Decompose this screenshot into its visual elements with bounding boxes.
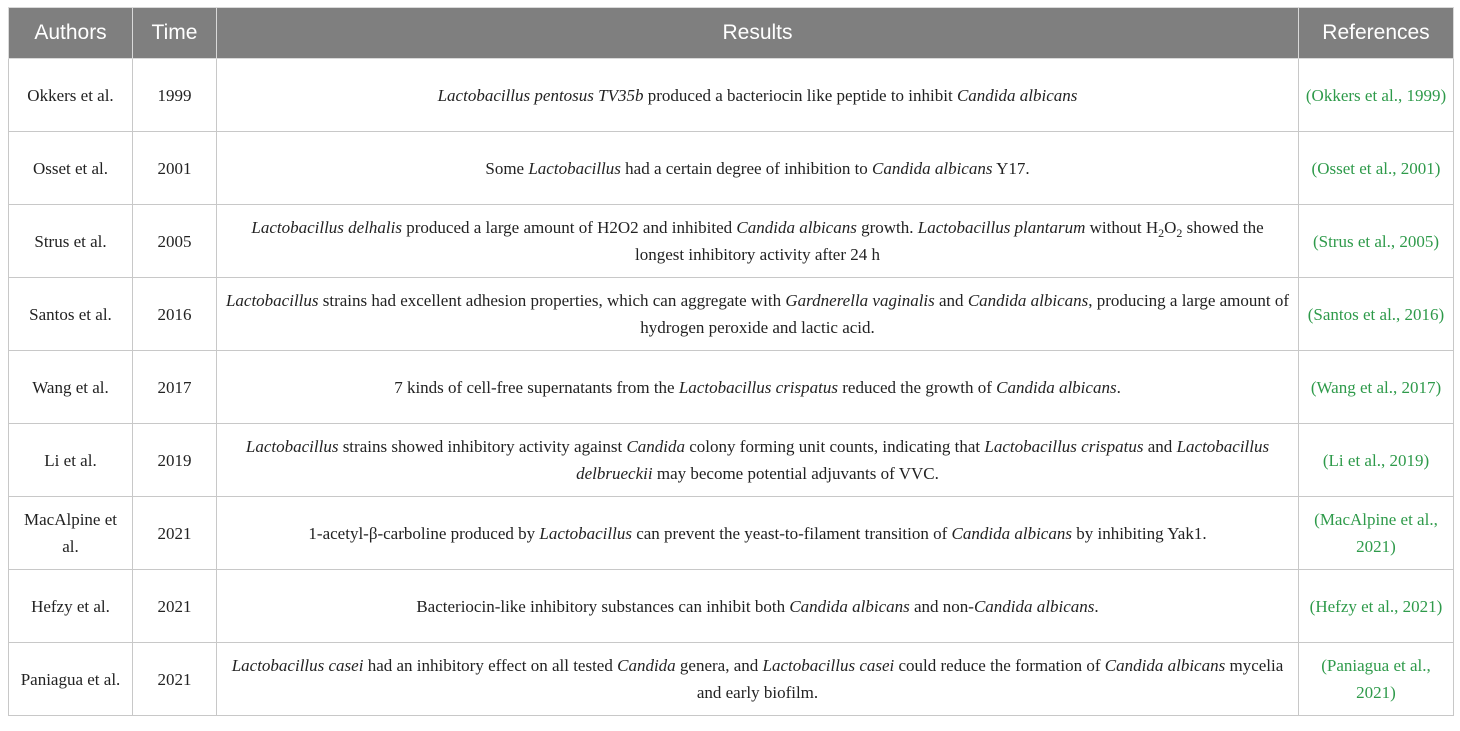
italic-text: Lactobacillus casei xyxy=(762,656,895,675)
result-text: O xyxy=(1164,218,1177,237)
time-cell: 2005 xyxy=(133,205,217,278)
italic-text: Candida xyxy=(617,656,676,675)
author-cell: MacAlpine et al. xyxy=(9,497,133,570)
result-text: reduced the growth of xyxy=(838,377,997,397)
author-cell: Santos et al. xyxy=(9,278,133,351)
result-text: colony forming unit counts, indicating that xyxy=(685,437,985,456)
header-authors: Authors xyxy=(9,8,133,59)
result-text: produced a bacteriocin like peptide to inhibit xyxy=(643,85,957,105)
result-text: . xyxy=(1116,377,1121,397)
result-text: strains showed inhibitory activity against xyxy=(338,437,627,456)
result-text: strains had excellent adhesion properties, which can aggregate with xyxy=(318,291,786,310)
italic-text: Gardnerella vaginalis xyxy=(785,291,935,310)
time-cell: 2016 xyxy=(133,278,217,351)
italic-text: Lactobacillus crispatus xyxy=(984,437,1144,456)
header-references: References xyxy=(1299,8,1454,59)
result-cell xyxy=(217,570,1299,643)
reference-link[interactable]: (Strus et al., 2005) xyxy=(1299,205,1454,278)
result-cell xyxy=(217,132,1299,205)
time-cell: 2021 xyxy=(133,497,217,570)
author-cell: Osset et al. xyxy=(9,132,133,205)
result-text: . xyxy=(1094,596,1099,616)
reference-link[interactable]: (Wang et al., 2017) xyxy=(1299,351,1454,424)
italic-text: Lactobacillus xyxy=(225,291,319,310)
italic-text: Candida albicans xyxy=(967,291,1089,310)
italic-text: Lactobacillus casei xyxy=(231,656,364,675)
header-time: Time xyxy=(133,8,217,59)
time-cell: 2021 xyxy=(133,570,217,643)
time-cell: 2019 xyxy=(133,424,217,497)
result-text: produced a large amount of H2O2 and inhibited xyxy=(402,218,737,237)
table-row xyxy=(9,570,1454,643)
result-text: could reduce the formation of xyxy=(894,656,1105,675)
author-cell: Wang et al. xyxy=(9,351,133,424)
italic-text: Lactobacillus crispatus xyxy=(678,377,838,397)
table-row xyxy=(9,278,1454,351)
subscript-text: 2 xyxy=(1176,226,1183,240)
author-cell: Paniagua et al. xyxy=(9,643,133,716)
table-row xyxy=(9,351,1454,424)
italic-text: Candida albicans xyxy=(789,596,910,616)
author-cell: Strus et al. xyxy=(9,205,133,278)
reference-link[interactable]: (Paniagua et al., 2021) xyxy=(1299,643,1454,716)
author-cell: Hefzy et al. xyxy=(9,570,133,643)
time-cell: 2001 xyxy=(133,132,217,205)
result-text: had a certain degree of inhibition to xyxy=(620,158,873,178)
time-cell: 1999 xyxy=(133,59,217,132)
result-text: 7 kinds of cell-free supernatants from the xyxy=(394,377,679,397)
italic-text: Candida xyxy=(626,437,686,456)
reference-link[interactable]: (Li et al., 2019) xyxy=(1299,424,1454,497)
result-cell xyxy=(217,351,1299,424)
result-text: by inhibiting Yak1. xyxy=(1071,523,1207,543)
italic-text: Lactobacillus xyxy=(539,523,632,543)
table-row xyxy=(9,59,1454,132)
subscript-text: 2 xyxy=(1158,226,1165,240)
result-cell xyxy=(217,424,1299,497)
results-table xyxy=(8,7,1454,716)
italic-text: Lactobacillus plantarum xyxy=(917,218,1086,237)
result-text: Y17. xyxy=(992,158,1030,178)
result-text: 1-acetyl-β-carboline produced by xyxy=(308,523,540,543)
italic-text: Candida albicans xyxy=(973,596,1095,616)
table-row xyxy=(9,497,1454,570)
result-text: Some xyxy=(485,158,529,178)
result-text: had an inhibitory effect on all tested xyxy=(363,656,618,675)
table-row xyxy=(9,643,1454,716)
header-results: Results xyxy=(217,8,1299,59)
reference-link[interactable]: (Okkers et al., 1999) xyxy=(1299,59,1454,132)
italic-text: Lactobacillus xyxy=(245,437,339,456)
result-text: mycelia and early biofilm. xyxy=(696,656,1284,702)
italic-text: Lactobacillus delhalis xyxy=(251,218,402,237)
result-text: genera, and xyxy=(675,656,763,675)
header-row xyxy=(9,8,1454,59)
result-text: can prevent the yeast-to-filament transition of xyxy=(631,523,952,543)
result-cell xyxy=(217,205,1299,278)
table-body xyxy=(9,59,1454,716)
result-text: without H xyxy=(1085,218,1159,237)
italic-text: Candida albicans xyxy=(951,523,1072,543)
table-row xyxy=(9,424,1454,497)
reference-link[interactable]: (MacAlpine et al., 2021) xyxy=(1299,497,1454,570)
result-text: Bacteriocin-like inhibitory substances can inhibit both xyxy=(416,596,790,616)
result-cell xyxy=(217,497,1299,570)
result-cell xyxy=(217,59,1299,132)
reference-link[interactable]: (Hefzy et al., 2021) xyxy=(1299,570,1454,643)
time-cell: 2021 xyxy=(133,643,217,716)
reference-link[interactable]: (Santos et al., 2016) xyxy=(1299,278,1454,351)
table-row xyxy=(9,205,1454,278)
result-text: showed the longest inhibitory activity after 24 h xyxy=(634,218,1264,264)
result-text: and non- xyxy=(909,596,974,616)
italic-text: Lactobacillus delbrueckii xyxy=(576,437,1270,483)
author-cell: Okkers et al. xyxy=(9,59,133,132)
italic-text: Lactobacillus pentosus TV35b xyxy=(437,85,644,105)
result-text: may become potential adjuvants of VVC. xyxy=(652,464,939,483)
italic-text: Candida albicans xyxy=(1104,656,1226,675)
author-cell: Li et al. xyxy=(9,424,133,497)
reference-link[interactable]: (Osset et al., 2001) xyxy=(1299,132,1454,205)
result-text: and xyxy=(934,291,968,310)
italic-text: Candida albicans xyxy=(956,85,1078,105)
italic-text: Candida albicans xyxy=(736,218,857,237)
table-container xyxy=(8,7,1454,716)
result-text: , producing a large amount of hydrogen peroxide and lactic acid. xyxy=(640,291,1290,337)
italic-text: Candida albicans xyxy=(872,158,993,178)
time-cell: 2017 xyxy=(133,351,217,424)
result-text: growth. xyxy=(856,218,918,237)
result-cell xyxy=(217,278,1299,351)
italic-text: Lactobacillus xyxy=(528,158,621,178)
result-text: and xyxy=(1143,437,1177,456)
table-row xyxy=(9,132,1454,205)
italic-text: Candida albicans xyxy=(996,377,1117,397)
result-cell xyxy=(217,643,1299,716)
